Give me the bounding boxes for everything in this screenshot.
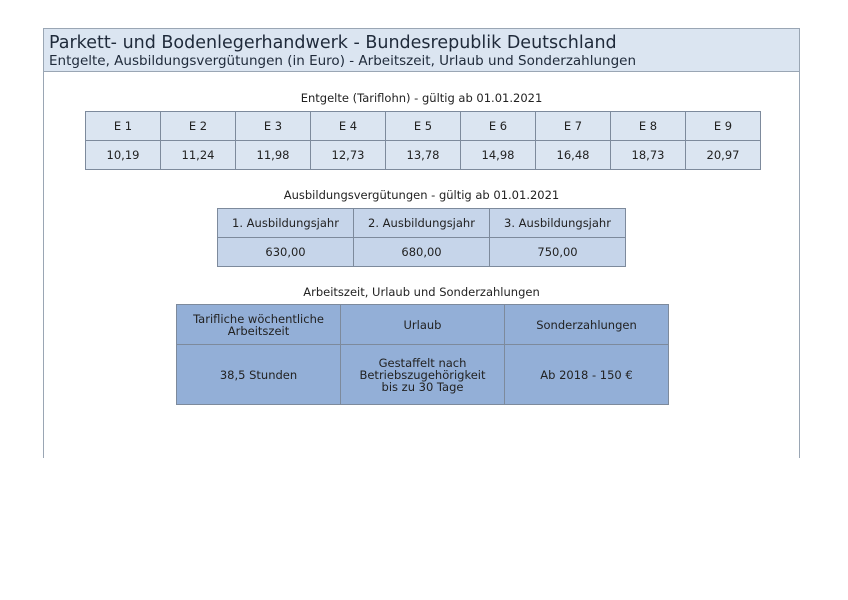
ausbildung-header-cell: 3. Ausbildungsjahr (490, 209, 626, 238)
entgelte-caption: Entgelte (Tariflohn) - gültig ab 01.01.2021 (300, 91, 543, 105)
ausbildung-header-cell: 2. Ausbildungsjahr (354, 209, 490, 238)
entgelte-header-cell: E 6 (461, 112, 536, 141)
entgelte-value-cell: 14,98 (461, 141, 536, 170)
entgelte-header-cell: E 8 (611, 112, 686, 141)
entgelte-value-cell: 18,73 (611, 141, 686, 170)
entgelte-value-cell: 13,78 (386, 141, 461, 170)
arbeitszeit-value-cell: 38,5 Stunden (177, 345, 341, 405)
arbeitszeit-header-cell: Tarifliche wöchentliche Arbeitszeit (177, 305, 341, 345)
entgelte-value-cell: 12,73 (311, 141, 386, 170)
entgelte-header-cell: E 3 (236, 112, 311, 141)
entgelte-header-cell: E 9 (686, 112, 761, 141)
page-title: Parkett- und Bodenlegerhandwerk - Bundesrepublik Deutschland (49, 33, 617, 53)
entgelte-header-cell: E 7 (536, 112, 611, 141)
entgelte-header-cell: E 2 (161, 112, 236, 141)
ausbildung-value-cell: 750,00 (490, 238, 626, 267)
ausbildung-value-cell: 680,00 (354, 238, 490, 267)
ausbildung-header-cell: 1. Ausbildungsjahr (218, 209, 354, 238)
ausbildung-table (217, 208, 626, 267)
entgelte-header-cell: E 5 (386, 112, 461, 141)
document-sheet (43, 28, 800, 458)
arbeitszeit-header-cell: Urlaub (341, 305, 505, 345)
entgelte-value-cell: 20,97 (686, 141, 761, 170)
entgelte-value-cell: 16,48 (536, 141, 611, 170)
ausbildung-value-cell: 630,00 (218, 238, 354, 267)
page-subtitle: Entgelte, Ausbildungsvergütungen (in Euro) - Arbeitszeit, Urlaub und Sonderzahlungen (49, 53, 637, 69)
entgelte-table (85, 111, 761, 170)
entgelte-header-cell: E 4 (311, 112, 386, 141)
arbeitszeit-value-cell: Ab 2018 - 150 € (505, 345, 669, 405)
entgelte-value-cell: 10,19 (86, 141, 161, 170)
arbeitszeit-table (176, 304, 669, 405)
arbeitszeit-value-cell: Gestaffelt nach Betriebszugehörigkeit bis zu 30 Tage (341, 345, 505, 405)
arbeitszeit-header-cell: Sonderzahlungen (505, 305, 669, 345)
entgelte-value-cell: 11,24 (161, 141, 236, 170)
arbeitszeit-caption: Arbeitszeit, Urlaub und Sonderzahlungen (303, 285, 540, 299)
ausbildung-caption: Ausbildungsvergütungen - gültig ab 01.01.2021 (283, 188, 560, 202)
entgelte-value-cell: 11,98 (236, 141, 311, 170)
document-header (44, 29, 799, 72)
entgelte-header-cell: E 1 (86, 112, 161, 141)
